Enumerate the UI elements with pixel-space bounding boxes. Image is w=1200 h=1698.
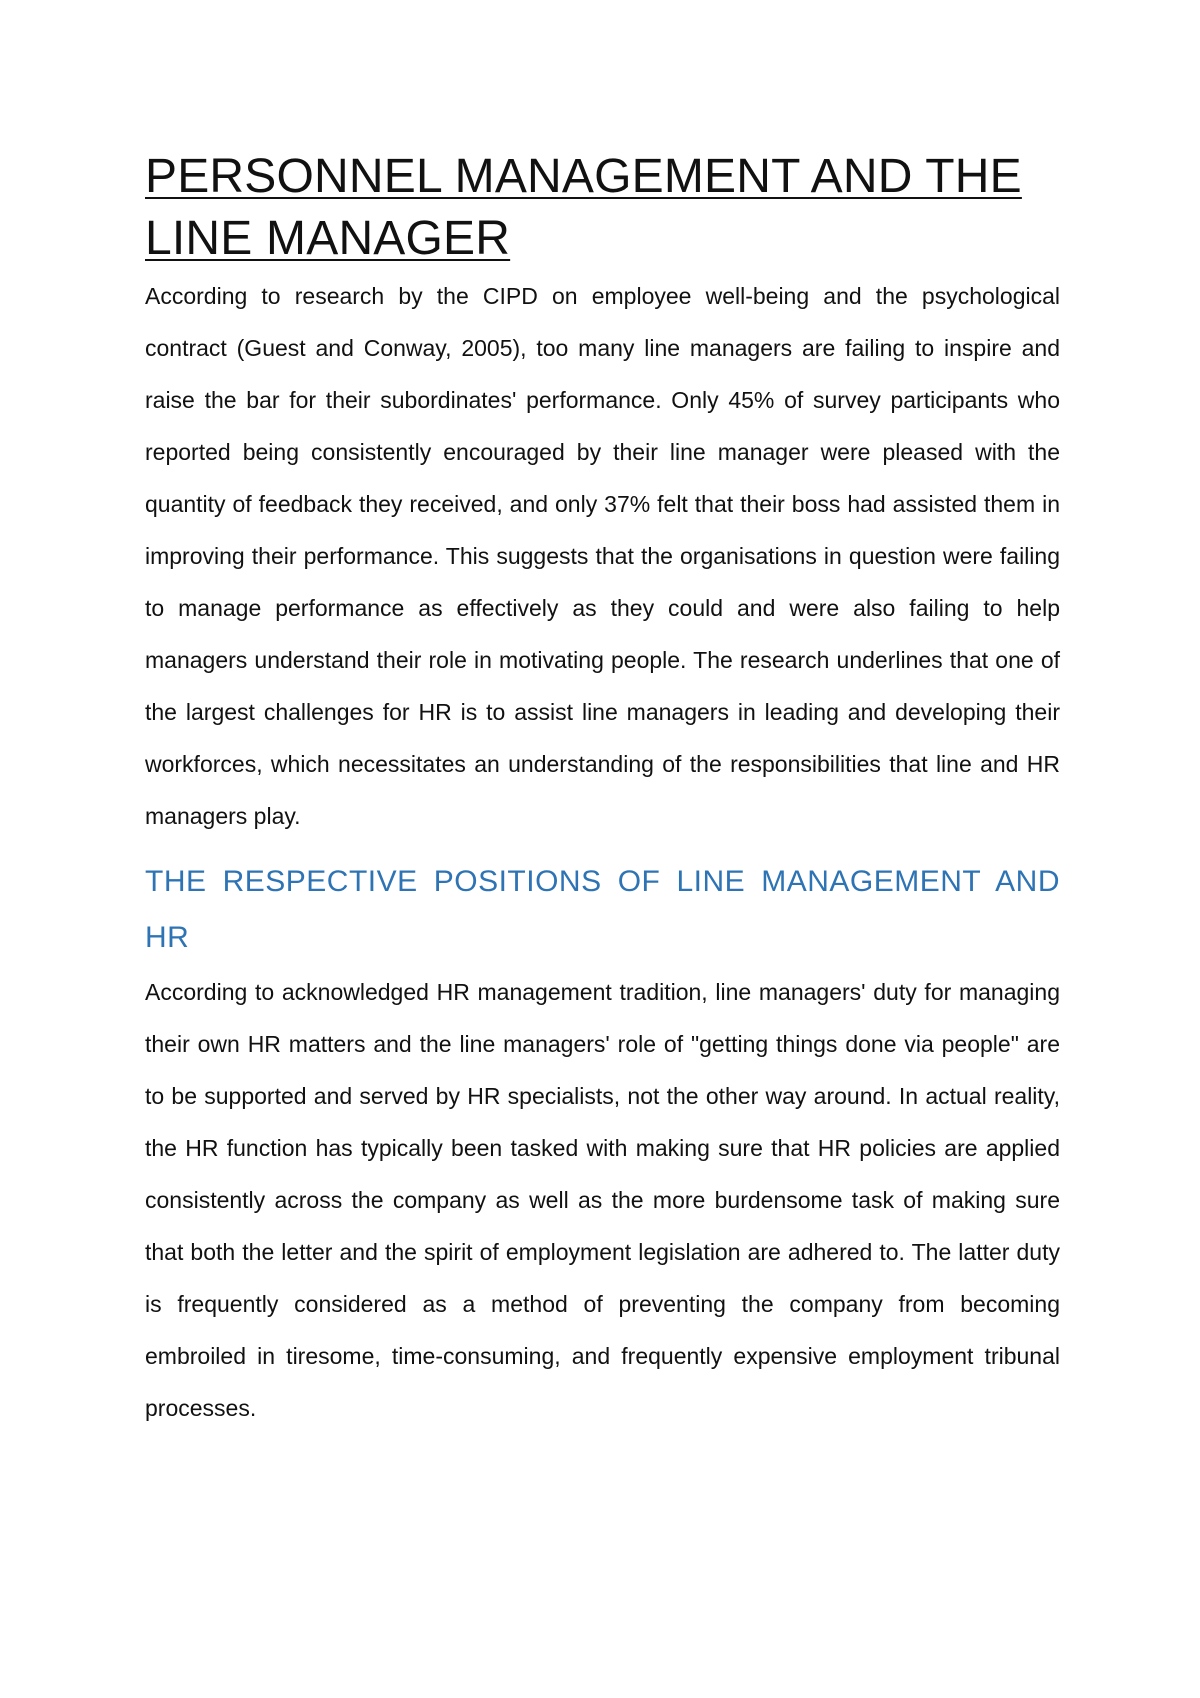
document-title: PERSONNEL MANAGEMENT AND THE LINE MANAGER	[145, 150, 1022, 265]
paragraph-section: According to acknowledged HR management tradition, line managers' duty for managing their own HR matters and the line managers' role of "getting things done via people" are to be supported and served by HR specialists, not the other way around. In actual reality, the HR function has typically been tasked with making sure that HR policies are applied consistently across the company as well as the more burdensome task of making sure that both the letter and the spirit of employment legislation are adhered to. The latter duty is frequently considered as a method of preventing the company from becoming embroiled in tiresome, time-consuming, and frequently expensive employment tribunal processes.	[145, 979, 1060, 1421]
section-heading: THE RESPECTIVE POSITIONS OF LINE MANAGEMENT AND HR	[145, 865, 1060, 954]
document-body	[145, 146, 1060, 1434]
paragraph-intro: According to research by the CIPD on employee well-being and the psychological contract (Guest and Conway, 2005), too many line managers are failing to inspire and raise the bar for their subordinates' performance. Only 45% of survey participants who reported being consistently encouraged by their line manager were pleased with the quantity of feedback they received, and only 37% felt that their boss had assisted them in improving their performance. This suggests that the organisations in question were failing to manage performance as effectively as they could and were also failing to help managers understand their role in motivating people. The research underlines that one of the largest challenges for HR is to assist line managers in leading and developing their workforces, which necessitates an understanding of the responsibilities that line and HR managers play.	[145, 283, 1060, 829]
